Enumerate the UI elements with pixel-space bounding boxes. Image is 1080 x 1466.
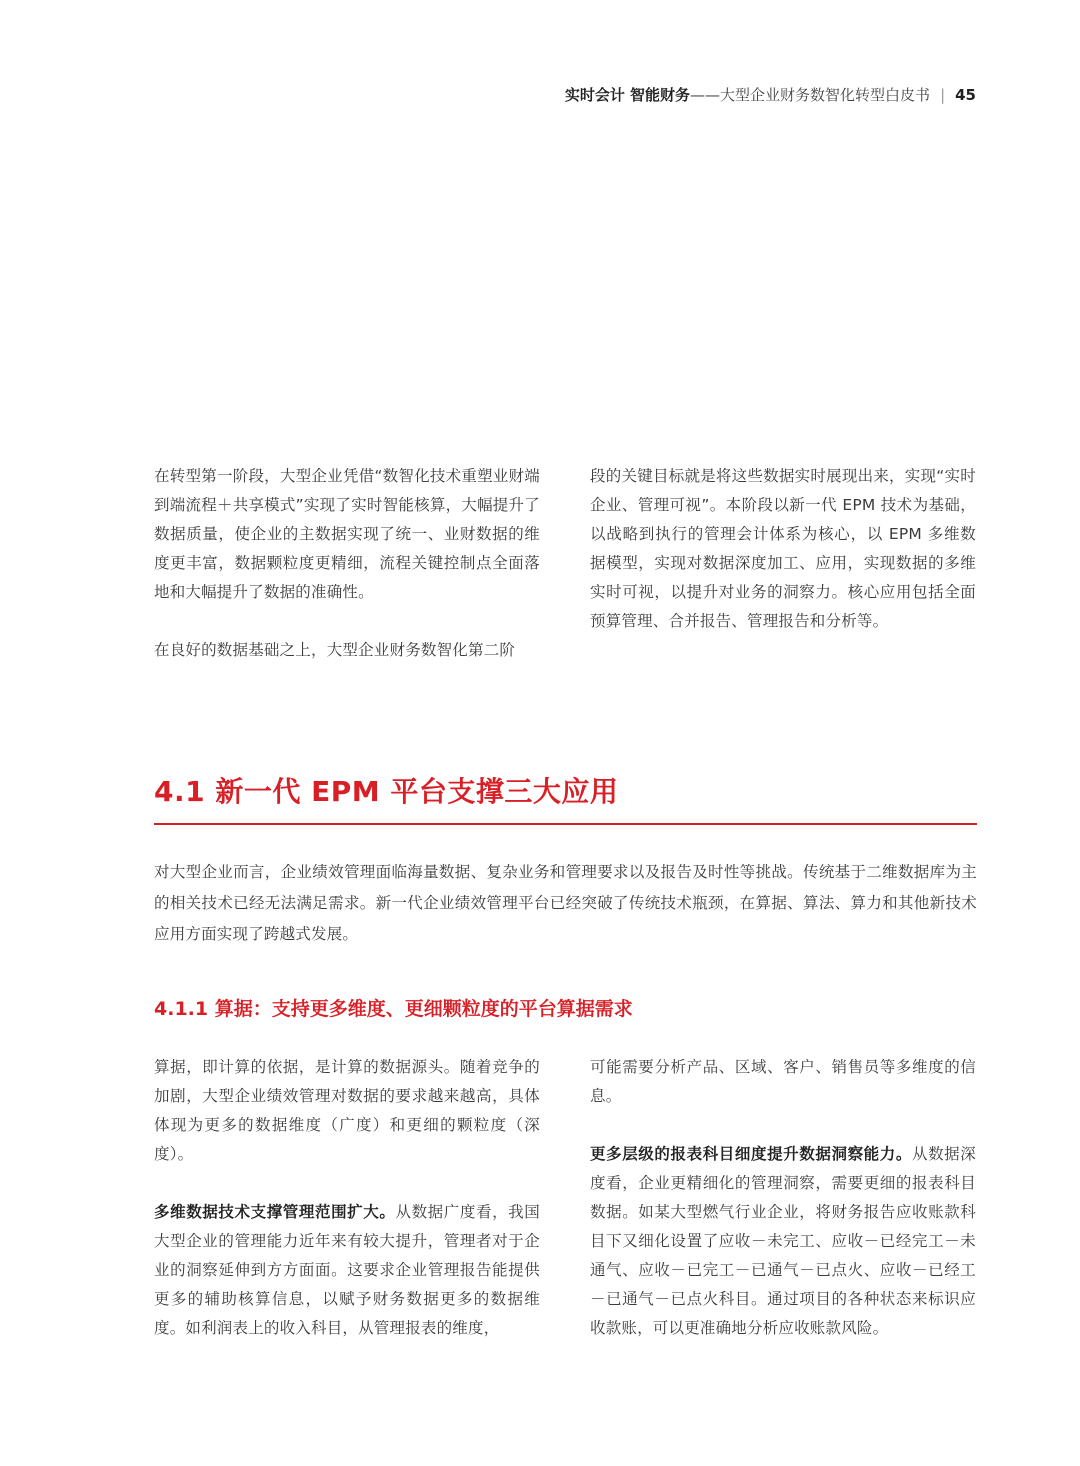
running-header [565, 84, 976, 106]
paragraph-body: 从数据广度看，我国大型企业的管理能力近年来有较大提升，管理者对于企业的洞察延伸到方方面面。这要求企业管理报告能提供更多的辅助核算信息，以赋予财务数据更多的数据维度。如利润表上的收入科目，从管理报表的维度， [154, 1203, 540, 1337]
paragraph: 在转型第一阶段，大型企业凭借“数智化技术重塑业财端到端流程＋共享模式”实现了实时智能核算，大幅提升了数据质量，使企业的主数据实现了统一、业财数据的维度更丰富，数据颗粒度更精细，流程关键控制点全面落地和大幅提升了数据的准确性。 [154, 467, 540, 601]
paragraph [154, 1198, 540, 1343]
paragraph-lead: 多维数据技术支撑管理范围扩大。 [154, 1203, 396, 1221]
header-title-rest: ——大型企业财务数智化转型白皮书 [690, 86, 931, 104]
paragraph: 对大型企业而言，企业绩效管理面临海量数据、复杂业务和管理要求以及报告及时性等挑战。传统基于二维数据库为主的相关技术已经无法满足需求。新一代企业绩效管理平台已经突破了传统技术瓶颈，在算据、算法、算力和其他新技术应用方面实现了跨越式发展。 [154, 863, 977, 943]
paragraph: 在良好的数据基础之上，大型企业财务数智化第二阶 [154, 641, 516, 659]
paragraph: 段的关键目标就是将这些数据实时展现出来，实现“实时企业、管理可视”。本阶段以新一代 EPM 技术为基础，以战略到执行的管理会计体系为核心，以 EPM 多维数据模型，实现对数据深度加工、应用，实现数据的多维实时可视，以提升对业务的洞察力。核心应用包括全面预算管理、合并报告、管理报告和分析等。 [590, 467, 976, 630]
block1-right-column [590, 462, 976, 636]
paragraph: 算据，即计算的依据，是计算的数据源头。随着竞争的加剧，大型企业绩效管理对数据的要求越来越高，具体体现为更多的数据维度（广度）和更细的颗粒度（深度）。 [154, 1058, 540, 1163]
block2-right-column [590, 1053, 976, 1343]
header-separator: | [940, 86, 946, 104]
block2-left-column [154, 1053, 540, 1343]
subsection-heading: 4.1.1 算据：支持更多维度、更细颗粒度的平台算据需求 [154, 998, 633, 1020]
header-title-bold: 实时会计 智能财务 [564, 86, 691, 104]
section-intro [154, 857, 977, 950]
section-divider [154, 823, 977, 825]
paragraph-body: 从数据深度看，企业更精细化的管理洞察，需要更细的报表科目数据。如某大型燃气行业企业，将财务报告应收账款科目下又细化设置了应收－未完工、应收－已经完工－未通气、应收－已完工－已通气－已点火、应收－已经工－已通气－已点火科目。通过项目的各种状态来标识应收款账，可以更准确地分析应收账款风险。 [590, 1145, 976, 1337]
paragraph-lead: 更多层级的报表科目细度提升数据洞察能力。 [590, 1145, 912, 1163]
block1-left-column [154, 462, 540, 665]
paragraph [590, 1140, 976, 1343]
section-heading: 4.1 新一代 EPM 平台支撑三大应用 [154, 775, 619, 808]
page-number: 45 [955, 86, 976, 104]
paragraph: 可能需要分析产品、区域、客户、销售员等多维度的信息。 [590, 1058, 976, 1105]
